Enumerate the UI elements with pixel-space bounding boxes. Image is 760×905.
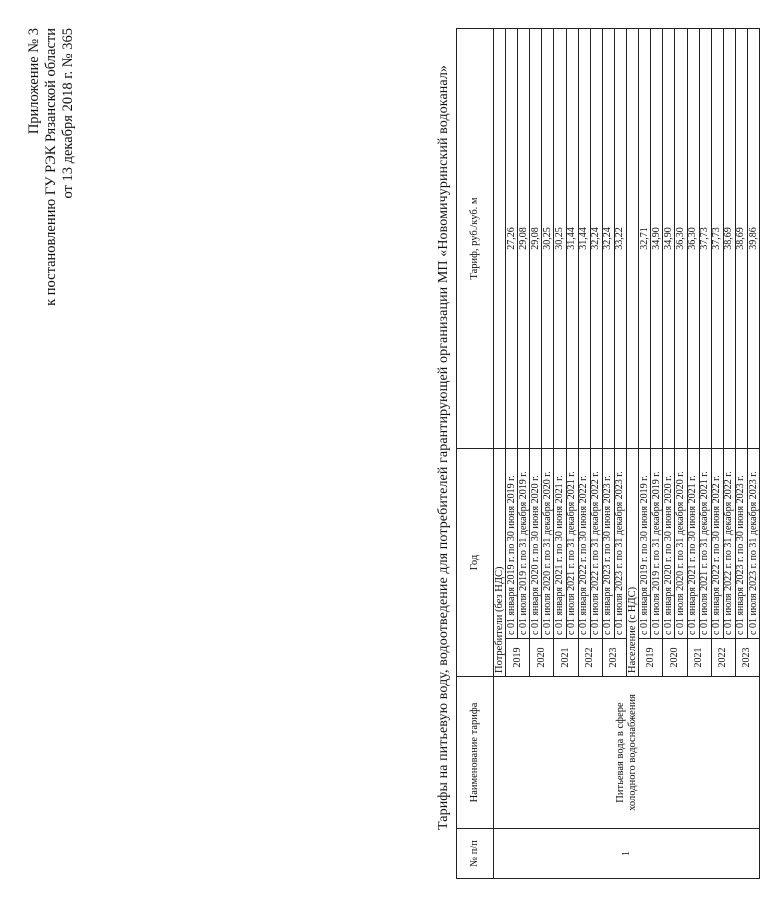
tariff-value-cell: 32,24 <box>590 29 602 449</box>
period-cell: с 01 июля 2023 г. по 31 декабря 2023 г. <box>747 449 759 639</box>
tariff-value-cell: 32,71 <box>639 29 651 449</box>
tariff-value-cell: 36,30 <box>675 29 687 449</box>
year-cell: 2019 <box>506 639 530 677</box>
period-cell: с 01 января 2020 г. по 30 июня 2020 г. <box>530 449 542 639</box>
tariff-value-cell: 27,26 <box>506 29 518 449</box>
appendix-reference: к постановлению ГУ РЭК Рязанской области <box>43 28 59 306</box>
year-cell: 2022 <box>711 639 735 677</box>
tariff-value-cell: 29,08 <box>518 29 530 449</box>
period-cell: с 01 июля 2019 г. по 31 декабря 2019 г. <box>651 449 663 639</box>
year-cell: 2021 <box>554 639 578 677</box>
appendix-date: от 13 декабря 2018 г. № 365 <box>60 28 76 199</box>
tariff-value-cell: 30,25 <box>554 29 566 449</box>
header-name: Наименование тарифа <box>457 677 494 829</box>
tariff-value-cell: 33,22 <box>614 29 626 449</box>
period-cell: с 01 января 2021 г. по 30 июня 2021 г. <box>687 449 699 639</box>
period-cell: с 01 января 2023 г. по 30 июня 2023 г. <box>735 449 747 639</box>
tariff-value-cell: 31,44 <box>566 29 578 449</box>
tariff-value-cell: 36,30 <box>687 29 699 449</box>
tariff-value-cell: 34,90 <box>651 29 663 449</box>
year-cell: 2019 <box>639 639 663 677</box>
group-empty-cell <box>627 29 639 449</box>
tariff-value-cell: 32,24 <box>602 29 614 449</box>
tariff-value-cell: 30,25 <box>542 29 554 449</box>
period-cell: с 01 июля 2020 г. по 31 декабря 2020 г. <box>675 449 687 639</box>
group-label: Потребители (без НДС) <box>494 449 506 677</box>
period-cell: с 01 июля 2021 г. по 31 декабря 2021 г. <box>699 449 711 639</box>
year-cell: 2020 <box>663 639 687 677</box>
group-empty-cell <box>494 29 506 449</box>
period-cell: с 01 января 2022 г. по 30 июня 2022 г. <box>711 449 723 639</box>
tariff-value-cell: 38,69 <box>735 29 747 449</box>
period-cell: с 01 июля 2019 г. по 31 декабря 2019 г. <box>518 449 530 639</box>
table-group-row <box>494 29 506 879</box>
tariff-value-cell: 37,73 <box>699 29 711 449</box>
year-cell: 2023 <box>735 639 759 677</box>
year-cell: 2023 <box>602 639 626 677</box>
period-cell: с 01 января 2020 г. по 30 июня 2020 г. <box>663 449 675 639</box>
tariff-table-body <box>457 29 760 879</box>
period-cell: с 01 января 2019 г. по 30 июня 2019 г. <box>506 449 518 639</box>
year-cell: 2022 <box>578 639 602 677</box>
period-cell: с 01 июля 2020 г. по 31 декабря 2020 г. <box>542 449 554 639</box>
header-tariff: Тариф, руб./куб. м <box>457 29 494 449</box>
tariff-name-cell: Питьевая вода в сфере холодного водоснабжения <box>494 677 760 829</box>
tariff-table <box>456 28 760 879</box>
period-cell: с 01 января 2021 г. по 30 июня 2021 г. <box>554 449 566 639</box>
document-title: Тарифы на питьевую воду, водоотведение для потребителей гарантирующей организации МП «Новомичуринский водоканал» <box>436 64 451 831</box>
appendix-number: Приложение № 3 <box>26 28 42 135</box>
tariff-value-cell: 37,73 <box>711 29 723 449</box>
period-cell: с 01 января 2019 г. по 30 июня 2019 г. <box>639 449 651 639</box>
table-header-row <box>457 29 494 879</box>
appendix-header <box>26 28 77 306</box>
header-number: № п/п <box>457 829 494 879</box>
period-cell: с 01 июля 2023 г. по 31 декабря 2023 г. <box>614 449 626 639</box>
period-cell: с 01 января 2022 г. по 30 июня 2022 г. <box>578 449 590 639</box>
period-cell: с 01 июля 2022 г. по 31 декабря 2022 г. <box>590 449 602 639</box>
tariff-value-cell: 34,90 <box>663 29 675 449</box>
year-cell: 2021 <box>687 639 711 677</box>
tariff-value-cell: 39,86 <box>747 29 759 449</box>
tariff-value-cell: 29,08 <box>530 29 542 449</box>
header-period: Год <box>457 449 494 677</box>
period-cell: с 01 июля 2022 г. по 31 декабря 2022 г. <box>723 449 735 639</box>
group-label: Население (с НДС) <box>627 449 639 677</box>
row-number-cell: 1 <box>494 829 760 879</box>
period-cell: с 01 июля 2021 г. по 31 декабря 2021 г. <box>566 449 578 639</box>
tariff-value-cell: 31,44 <box>578 29 590 449</box>
tariff-value-cell: 38,69 <box>723 29 735 449</box>
year-cell: 2020 <box>530 639 554 677</box>
period-cell: с 01 января 2023 г. по 30 июня 2023 г. <box>602 449 614 639</box>
